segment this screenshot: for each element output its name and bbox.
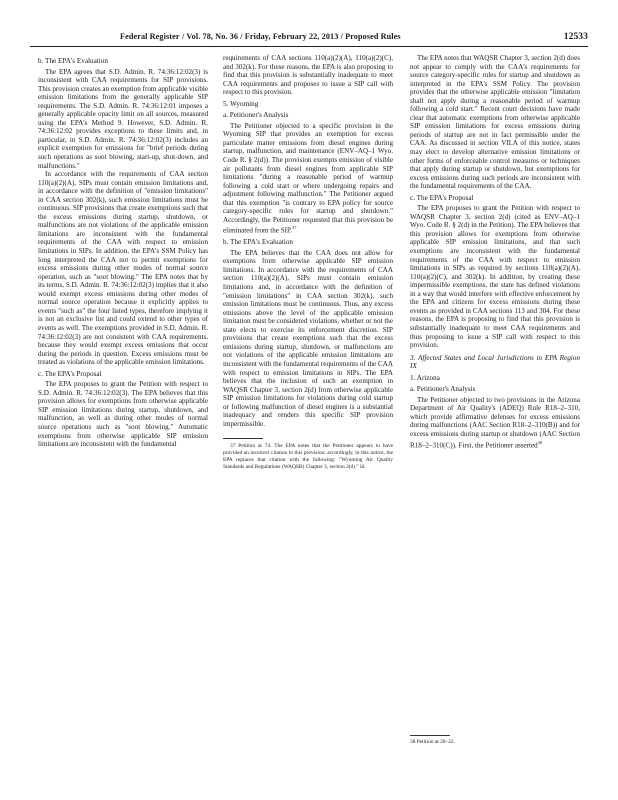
journal-name: Federal Register	[120, 32, 180, 41]
paragraph	[223, 122, 393, 235]
paragraph-text: The Petitioner objected to two provisions in the Arizona Department of Air Quality's (ADEQ) Rule R18–2–310, which provide affirmative defenses for excess emissions during malfunctions (AAC Section R18–2–310(B)) and for excess emissions during startup or shutdown (AAC Section R18–2–310(C)). First, the Petitioner asserted	[410, 395, 580, 449]
footnote-rule	[410, 735, 450, 736]
section-heading: c. The EPA's Proposal	[410, 193, 474, 202]
page-header	[30, 32, 588, 44]
section-heading: a. Petitioner's Analysis	[410, 385, 476, 394]
paragraph: requirements of CAA sections 110(a)(2)(A), 110(a)(2)(C), and 302(k). For these reasons, the EPA is also proposing to find that this provision is substantially inadequate to meet CAA requirements and proposes to issue a SIP call with respect to this provision.	[223, 54, 393, 97]
column-2	[223, 54, 393, 774]
column-3	[410, 54, 580, 730]
footnote: 37 Petition at 74. The EPA notes that the Petitioner appears to have provided an incorrect citation to this provision; accordingly, in this notice, the EPA replaces that citation with the following: "Wyoming Air Quality Standards and Regulations (WAQSR) Chapter 3, section 2(d)." Id.	[223, 443, 393, 471]
paragraph: The EPA agrees that S.D. Admin. R. 74:36:12:02(3) is inconsistent with CAA requirements for SIP provisions. This provision creates an exemption from applicable visible emission limitations from the generally applicable SIP requirements. The S.D. Admin. R. 74:36:12:01 imposes a generally applicable opacity limit on all sources, measured using the EPA's Method 9. However, S.D. Admin. R. 74:36:12:02 provides exceptions to these limits and, in particular, in S.D. Admin. R. 74:36:12:02(3) includes an explicit exemption for emissions for "brief periods during such operations as soot blowing, start-up, shut-down, and malfunctions."	[38, 67, 208, 170]
region-heading: 3. Affected States and Local Jurisdictions in EPA Region IX	[410, 353, 580, 371]
paragraph: The EPA notes that WAQSR Chapter 3, section 2(d) does not appear to comply with the CAA's requirements for source category-specific rules for startup and shutdown as interpreted in the EPA's SSM Policy. The provision provides that the otherwise applicable emission "limitation shall not apply during a reasonable period of warmup following a cold start." Recent court decisions have made clear that automatic exemptions from otherwise applicable SIP emission limitations for excess emissions during periods of startup are not in fact permissible under the CAA. As discussed in section VII.A of this notice, states may elect to develop alternative emission limitations or other forms of enforceable control measures or techniques that apply during startup or shutdown, but exemptions for excess emissions during such periods are inconsistent with the fundamental requirements of the CAA.	[410, 54, 580, 191]
footnote: 38 Petition at 20–22.	[410, 739, 455, 745]
section-heading: a. Petitioner's Analysis	[223, 111, 289, 120]
paragraph-text: The Petitioner objected to a specific provision in the Wyoming SIP that provides an exemption for excess particulate matter emissions from diesel engines during startup, malfunction, and maintenance (ENV–AQ–1 Wyo. Code R. § 2(d)). The provision exempts emission of visible air pollutants from diesel engines from applicable SIP limitations "during a reasonable period of warmup following a cold start or where undergoing repairs and adjustment following malfunction." The Petitioner argued that this exemption "is contrary to EPA policy for source category-specific rules for startup and shutdown." Accordingly, the Petitioner requested that this provision be eliminated from the SIP.	[223, 121, 393, 235]
paragraph: In accordance with the requirements of CAA section 110(a)(2)(A), SIPs must contain emission limitations and, in accordance with the definition of "emission limitations" in CAA section 302(k), such emission limitations must be continuous. SIP provisions that create exemptions such that the excess emissions during startup, shutdown, or malfunctions are not violations of the applicable emission limitations are inconsistent with the fundamental requirements of the CAA with respect to emission limitations in SIPs. In addition, the EPA's SSM Policy has long interpreted the CAA not to permit exemptions for excess emissions during other modes of normal source operation, such as "soot blowing." The EPA notes that by its terms, S.D. Admin. R. 74:36:12:02(3) implies that it also would exempt excess emissions during other modes of normal source operation because it explicitly applies to events "such as" the four listed types, therefore implying it is not an exclusive list and could extend to other types of events as well. The exemptions provided in S.D. Admin. R. 74:36:12:02(3) are not consistent with CAA requirements, because they would exempt excess emissions that occur during the periods in question. Excess emissions must be treated as violations of the applicable emission limitations.	[38, 170, 208, 367]
section-heading: 5. Wyoming	[223, 99, 259, 108]
paragraph: The EPA proposes to grant the Petition with respect to WAQSR Chapter 3, section 2(d) (cited as ENV–AQ–1 Wyo. Code R. § 2(d) in the Petition). The EPA believes that this provision allows for exemptions from otherwise applicable SIP emission limitations, and that such exemptions are inconsistent with the fundamental requirements of the CAA with respect to emission limitations in SIPs as required by sections 110(a)(2)(A), 110(a)(2)(C), and 302(k). In addition, by creating these impermissible exemptions, the state has defined violations in a way that would interfere with effective enforcement by the EPA and citizens for excess emissions during these events as provided in CAA sections 113 and 304. For these reasons, the EPA is proposing to find that this provision is substantially inadequate to meet CAA requirements and thus proposing to issue a SIP call with respect to this provision.	[410, 204, 580, 350]
section-heading: c. The EPA's Proposal	[38, 369, 102, 378]
issue-line: / Vol. 78, No. 36 / Friday, February 22, 2013 / Proposed Rules	[182, 32, 401, 41]
section-heading: b. The EPA's Evaluation	[223, 238, 293, 247]
section-heading: 1. Arizona	[410, 373, 440, 382]
footnote-ref: 37	[291, 225, 297, 231]
footnote-ref: 38	[537, 439, 543, 445]
section-heading: b. The EPA's Evaluation	[38, 57, 108, 65]
paragraph	[410, 396, 580, 450]
header-rule	[30, 46, 588, 47]
paragraph: The EPA believes that the CAA does not allow for exemptions from otherwise applicable SIP emission limitations. In accordance with the requirements of CAA section 110(a)(2)(A), SIPs must contain emission limitations and, in accordance with the definition of "emission limitations" in CAA section 302(k), such emission limitations must be continuous. Thus, any excess emissions above the level of the applicable emission limitation must be considered violations, whether or not the state elects to exercise its enforcement discretion. SIP provisions that create exemptions such that the excess emissions during startup, shutdown, or malfunctions are not violations of the applicable emission limitations are inconsistent with the fundamental requirements of the CAA with respect to emission limitations in SIPs. The EPA believes that the inclusion of such an exemption in WAQSR Chapter 3, section 2(d) from otherwise applicable SIP emission limitations for violations during cold startup or following malfunction of diesel engines is a substantial inadequacy and renders this specific SIP provision impermissible.	[223, 248, 393, 428]
paragraph: The EPA proposes to grant the Petition with respect to S.D. Admin. R. 74:36:12:02(3). The EPA believes that this provision allows for exemptions from otherwise applicable SIP emission limitations during startup, shutdown, and malfunction, as well as during other modes of normal source operations such as "soot blowing." Automatic exemptions from otherwise applicable SIP emission limitations are inconsistent with the fundamental	[38, 380, 208, 449]
page-number: 12533	[563, 32, 588, 42]
column-1	[38, 54, 208, 774]
footnote-rule	[223, 438, 263, 439]
